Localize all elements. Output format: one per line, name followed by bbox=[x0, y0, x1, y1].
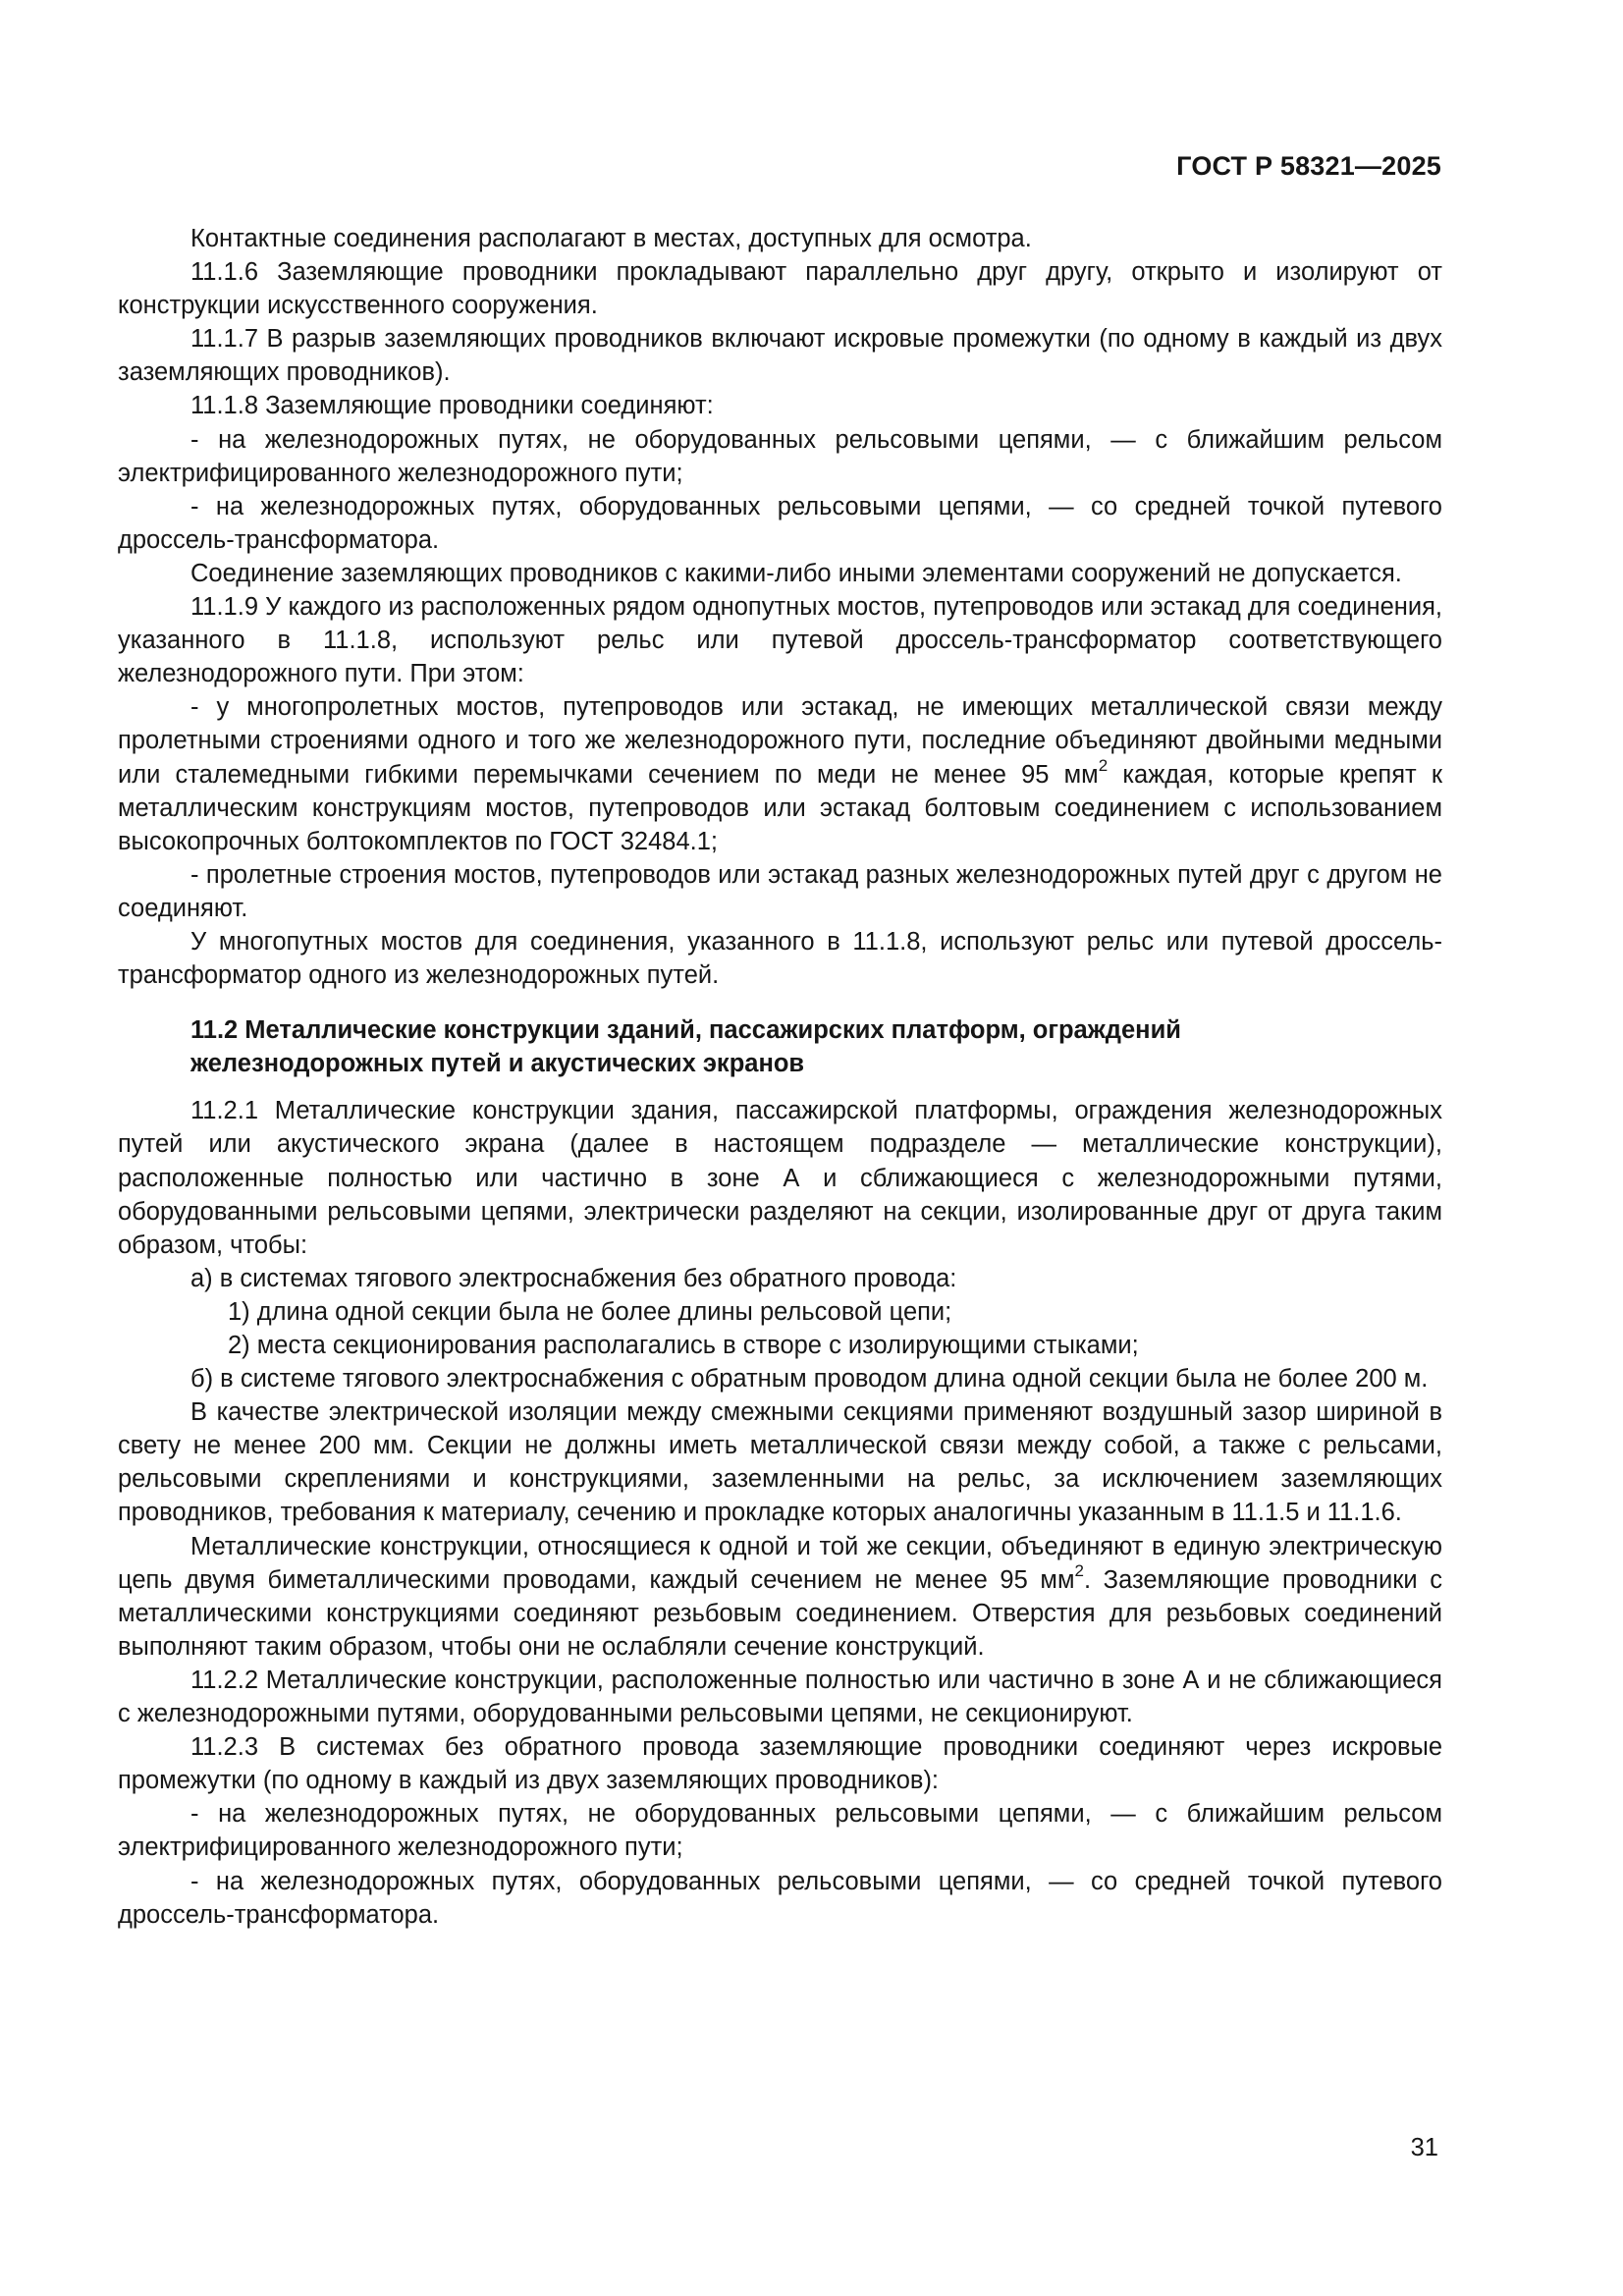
list-item-span-structures: - пролетные строения мостов, путепроводов или эстакад разных железнодорожных путей друг с другом не соединяют. bbox=[118, 860, 1442, 922]
list-item-a: а) в системах тягового электроснабжения без обратного провода: bbox=[190, 1264, 957, 1292]
list-item-b: б) в системе тягового электроснабжения с обратным проводом длина одной секции была не более 200 м. bbox=[190, 1365, 1429, 1394]
superscript: 2 bbox=[1098, 755, 1109, 775]
list-item-rail-no-circuits: - на железнодорожных путях, не оборудованных рельсовыми цепями, — с ближайшим рельсом электрифицированного железнодорожного пути; bbox=[118, 425, 1442, 487]
paragraph-same-section bbox=[118, 1530, 1442, 1664]
document-body bbox=[118, 222, 1442, 1932]
text-span: каждая, которые крепят к металлическим конструкциям мостов, путепроводов или эстакад болтовым соединением с использованием высокопрочных болтокомплектов по ГОСТ 32484.1; bbox=[118, 760, 1442, 855]
section-heading-11-2 bbox=[118, 1013, 1442, 1080]
text-span: Металлические конструкции, относящиеся к одной и той же секции, объединяют в единую электрическую цепь двумя биметаллическими проводами, каждый сечением не менее 95 мм bbox=[118, 1532, 1442, 1594]
paragraph-contact-connections: Контактные соединения располагают в местах, доступных для осмотра. bbox=[190, 225, 1032, 252]
paragraph-11-2-2: 11.2.2 Металлические конструкции, расположенные полностью или частично в зоне А и не сближающиеся с железнодорожными путями, оборудованными рельсовыми цепями, не секционируют. bbox=[118, 1666, 1442, 1728]
paragraph-11-2-3: 11.2.3 В системах без обратного провода заземляющие проводники соединяют через искровые промежутки (по одному в каждый из двух заземляющих проводников): bbox=[118, 1733, 1442, 1795]
paragraph-11-1-8: 11.1.8 Заземляющие проводники соединяют: bbox=[190, 392, 714, 420]
paragraph-11-2-1: 11.2.1 Металлические конструкции здания, пассажирской платформы, ограждения железнодорожных путей или акустического экрана (далее в настоящем подразделе — металлические конструкции), расположенные полностью или частично в зоне А и сближающиеся с железнодорожными путями, оборудованными рельсовыми цепями, электрически разделяют на секции, изолированные друг от друга таким образом, чтобы: bbox=[118, 1097, 1442, 1259]
list-item-rail-with-circuits-2: - на железнодорожных путях, оборудованных рельсовыми цепями, — со средней точкой путевого дроссель-трансформатора. bbox=[118, 1867, 1442, 1929]
page-number: 31 bbox=[1410, 2134, 1438, 2161]
list-item-rail-with-circuits: - на железнодорожных путях, оборудованных рельсовыми цепями, — со средней точкой путевого дроссель-трансформатора. bbox=[118, 492, 1442, 554]
list-subitem-1: 1) длина одной секции была не более длины рельсовой цепи; bbox=[228, 1297, 952, 1326]
list-item-rail-no-circuits-2: - на железнодорожных путях, не оборудованных рельсовыми цепями, — с ближайшим рельсом электрифицированного железнодорожного пути; bbox=[118, 1800, 1442, 1862]
paragraph-multitrack-bridges: У многопутных мостов для соединения, указанного в 11.1.8, используют рельс или путевой дроссель-трансформатор одного из железнодорожных путей. bbox=[118, 927, 1442, 990]
paragraph-insulation: В качестве электрической изоляции между смежными секциями применяют воздушный зазор шириной в свету не менее 200 мм. Секции не должны иметь металлической связи между собой, а также с рельсами, рельсовыми скреплениями и конструкциями, заземленными на рельс, за исключением заземляющих проводников, требования к материалу, сечению и прокладке которых аналогичны указанным в 11.1.5 и 11.1.6. bbox=[118, 1398, 1442, 1527]
list-subitem-2: 2) места секционирования располагались в створе с изолирующими стыками; bbox=[228, 1332, 1139, 1359]
list-item-multispan-bridges bbox=[118, 690, 1442, 857]
heading-line: железнодорожных путей и акустических экранов bbox=[190, 1050, 805, 1078]
paragraph-11-1-6: 11.1.6 Заземляющие проводники прокладывают параллельно друг другу, открыто и изолируют от конструкции искусственного сооружения. bbox=[118, 258, 1442, 320]
paragraph-11-1-7: 11.1.7 В разрыв заземляющих проводников включают искровые промежутки (по одному в каждый из двух заземляющих проводников). bbox=[118, 325, 1442, 387]
paragraph-11-1-9: 11.1.9 У каждого из расположенных рядом однопутных мостов, путепроводов или эстакад для соединения, указанного в 11.1.8, используют рельс или путевой дроссель-трансформатор соответствующего железнодорожного пути. При этом: bbox=[118, 593, 1442, 688]
superscript: 2 bbox=[1074, 1560, 1084, 1580]
text-span: . Заземляющие проводники с металлическими конструкциями соединяют резьбовым соединением. Отверстия для резьбовых соединений выполняют таким образом, чтобы они не ослабляли сечение конструкций. bbox=[118, 1565, 1442, 1661]
document-code-header: ГОСТ Р 58321—2025 bbox=[1176, 151, 1441, 181]
text-span: - у многопролетных мостов, путепроводов или эстакад, не имеющих металлической связи между пролетными строениями одного и того же железнодорожного пути, последние объединяют двойными медными или сталемедными гибкими перемычками сечением по меди не менее 95 мм bbox=[118, 693, 1442, 789]
heading-line: 11.2 Металлические конструкции зданий, пассажирских платформ, ограждений bbox=[190, 1016, 1181, 1045]
paragraph-connection-prohibited: Соединение заземляющих проводников с какими-либо иными элементами сооружений не допускается. bbox=[190, 559, 1402, 587]
